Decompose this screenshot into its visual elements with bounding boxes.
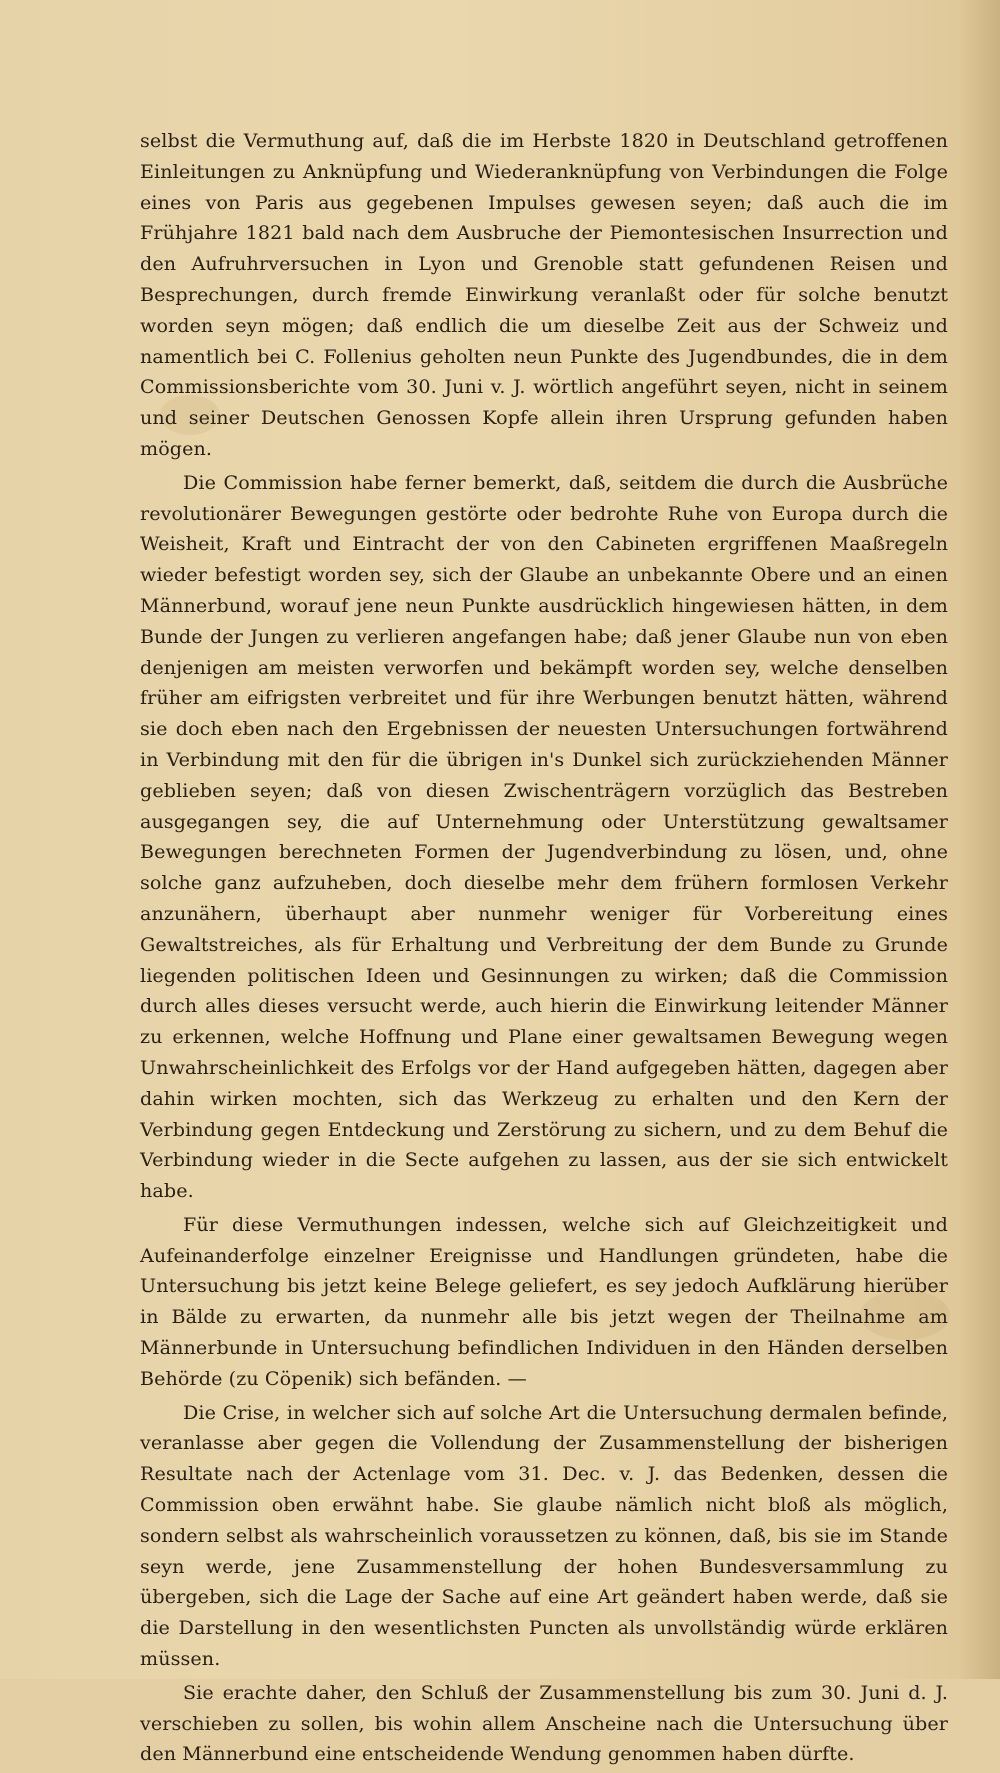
- paragraph-continued: selbst die Vermuthung auf, daß die im Herbste 1820 in Deutschland getroffenen Einleitungen zu Anknüpfung und Wiederanknüpfung von Verbindungen die Folge eines von Paris aus gegebenen Impulses gewesen seyen; daß auch die im Frühjahre 1821 bald nach dem Ausbruche der Piemontesischen Insurrection und den Aufruhrversuchen in Lyon und Grenoble statt gefundenen Reisen und Besprechungen, durch fremde Einwirkung veranlaßt oder für solche benutzt worden seyn mögen; daß endlich die um dieselbe Zeit aus der Schweiz und namentlich bei C. Follenius geholten neun Punkte des Jugendbundes, die in dem Commissionsberichte vom 30. Juni v. J. wörtlich angeführt seyen, nicht in seinem und seiner Deutschen Genossen Kopfe allein ihren Ursprung gefunden haben mögen.: [140, 129, 948, 460]
- paragraph: Sie erachte daher, den Schluß der Zusammenstellung bis zum 30. Juni d. J. verschieben zu sollen, bis wohin allem Anscheine nach die Untersuchung über den Männerbund eine entscheidende Wendung genommen haben dürfte.: [140, 1680, 948, 1766]
- document-body: [140, 126, 948, 1773]
- paragraph: Die Crise, in welcher sich auf solche Art die Untersuchung dermalen befinde, veranlasse aber gegen die Vollendung der Zusammenstellung der bisherigen Resultate nach der Actenlage vom 31. Dec. v. J. das Bedenken, dessen die Commission oben erwähnt habe. Sie glaube nämlich nicht bloß als möglich, sondern selbst als wahrscheinlich voraussetzen zu können, daß, bis sie im Stande seyn werde, jene Zusammenstellung der hohen Bundesversammlung zu übergeben, sich die Lage der Sache auf eine Art geändert haben werde, daß sie die Darstellung in den wesentlichsten Puncten als unvollständig würde erklären müssen.: [140, 1400, 948, 1671]
- paragraph: Die Commission habe ferner bemerkt, daß, seitdem die durch die Ausbrüche revolutionärer Bewegungen gestörte oder bedrohte Ruhe von Europa durch die Weisheit, Kraft und Eintracht der von den Cabineten ergriffenen Maaßregeln wieder befestigt worden sey, sich der Glaube an unbekannte Obere und an einen Männerbund, worauf jene neun Punkte ausdrücklich hingewiesen hätten, in dem Bunde der Jungen zu verlieren angefangen habe; daß jener Glaube nun von eben denjenigen am meisten verworfen und bekämpft worden sey, welche denselben früher am eifrigsten verbreitet und für ihre Werbungen benutzt hätten, während sie doch eben nach den Ergebnissen der neuesten Untersuchungen fortwährend in Verbindung mit den für die übrigen in's Dunkel sich zurückziehenden Männer geblieben seyen; daß von diesen Zwischenträgern vorzüglich das Bestreben ausgegangen sey, die auf Unternehmung oder Unterstützung gewaltsamer Bewegungen berechneten Formen der Jugendverbindung zu lösen, und, ohne solche ganz aufzuheben, doch dieselbe mehr dem frühern formlosen Verkehr anzunähern, überhaupt aber nunmehr weniger für Vorbereitung eines Gewaltstreiches, als für Erhaltung und Verbreitung der dem Bunde zu Grunde liegenden politischen Ideen und Gesinnungen zu wirken; daß die Commission durch alles dieses versucht werde, auch hierin die Einwirkung leitender Männer zu erkennen, welche Hoffnung und Plane einer gewaltsamen Bewegung wegen Unwahrscheinlichkeit des Erfolgs vor der Hand aufgegeben hätten, dagegen aber dahin wirken mochten, sich das Werkzeug zu erhalten und den Kern der Verbindung gegen Entdeckung und Zerstörung zu sichern, und zu dem Behuf die Verbindung wieder in die Secte aufgehen zu lassen, aus der sie sich entwickelt habe.: [140, 470, 948, 1203]
- paragraph: Für diese Vermuthungen indessen, welche sich auf Gleichzeitigkeit und Aufeinanderfolge einzelner Ereignisse und Handlungen gründeten, habe die Untersuchung bis jetzt keine Belege geliefert, es sey jedoch Aufklärung hierüber in Bälde zu erwarten, da nunmehr alle bis jetzt wegen der Theilnahme am Männerbunde in Untersuchung befindlichen Individuen in den Händen derselben Behörde (zu Cöpenik) sich befänden. —: [140, 1212, 948, 1390]
- page-edge-shadow: [960, 0, 1000, 1679]
